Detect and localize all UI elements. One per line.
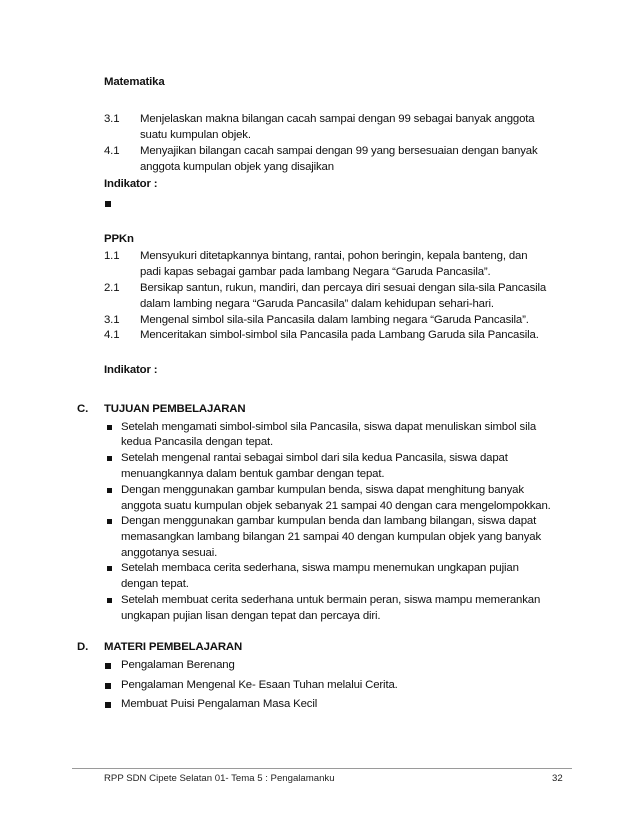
matematika-indikator-label: Indikator : <box>104 178 158 190</box>
ppkn-item-number: 2.1 <box>104 282 120 294</box>
square-bullet-icon <box>107 598 112 603</box>
list-item-line: anggota suatu kumpulan objek sebanyak 21 sampai 40 dengan cara mengelompokkan. <box>121 500 551 512</box>
ppkn-item-number: 1.1 <box>104 250 120 262</box>
footer-text: RPP SDN Cipete Selatan 01- Tema 5 : Pengalamanku <box>104 773 335 784</box>
square-bullet-icon <box>107 519 112 524</box>
ppkn-item-line: Mengenal simbol sila-sila Pancasila dalam lambing negara “Garuda Pancasila”. <box>140 314 529 326</box>
ppkn-item-line: Menceritakan simbol-simbol sila Pancasila pada Lambang Garuda sila Pancasila. <box>140 329 539 341</box>
square-bullet-icon <box>107 456 112 461</box>
section-d-letter: D. <box>77 641 89 653</box>
matematika-heading: Matematika <box>104 76 165 88</box>
list-item-line: Setelah membuat cerita sederhana untuk bermain peran, siswa mampu memerankan <box>121 594 541 606</box>
ppkn-heading: PPKn <box>104 233 134 245</box>
square-bullet-icon <box>107 425 112 430</box>
list-item-line: anggotanya sesuai. <box>121 547 218 559</box>
square-bullet-icon <box>105 663 111 669</box>
matematika-item-line: Menjelaskan makna bilangan cacah sampai dengan 99 sebagai banyak anggota <box>140 113 535 125</box>
list-item-line: Pengalaman Mengenal Ke- Esaan Tuhan melalui Cerita. <box>121 679 398 691</box>
list-item-line: Setelah mengenal rantai sebagai simbol dari sila kedua Pancasila, siswa dapat <box>121 452 508 464</box>
section-d-title: MATERI PEMBELAJARAN <box>104 641 243 653</box>
ppkn-item-line: dalam lambing negara “Garuda Pancasila” dalam kehidupan sehari-hari. <box>140 298 494 310</box>
matematika-item-line: anggota kumpulan objek yang disajikan <box>140 161 334 173</box>
section-c-title: TUJUAN PEMBELAJARAN <box>104 403 246 415</box>
page-number: 32 <box>552 773 563 784</box>
ppkn-item-number: 3.1 <box>104 314 120 326</box>
section-c-letter: C. <box>77 403 89 415</box>
square-bullet-icon <box>107 566 112 571</box>
square-bullet-icon <box>107 488 112 493</box>
list-item-line: dengan tepat. <box>121 578 189 590</box>
list-item-line: Setelah membaca cerita sederhana, siswa mampu menemukan ungkapan pujian <box>121 562 519 574</box>
ppkn-item-number: 4.1 <box>104 329 120 341</box>
list-item-line: ungkapan pujian lisan dengan tepat dan percaya diri. <box>121 610 381 622</box>
list-item-line: memasangkan lambang bilangan 21 sampai 40 dengan kumpulan objek yang banyak <box>121 531 541 543</box>
list-item-line: Pengalaman Berenang <box>121 659 235 671</box>
list-item-line: Setelah mengamati simbol-simbol sila Pancasila, siswa dapat menuliskan simbol sila <box>121 421 537 433</box>
list-item-line: menuangkannya dalam bentuk gambar dengan tepat. <box>121 468 385 480</box>
matematika-item-line: Menyajikan bilangan cacah sampai dengan 99 yang bersesuaian dengan banyak <box>140 145 538 157</box>
list-item-line: Membuat Puisi Pengalaman Masa Kecil <box>121 698 318 710</box>
matematika-item-number: 3.1 <box>104 113 120 125</box>
list-item-line: kedua Pancasila dengan tepat. <box>121 436 274 448</box>
list-item-line: Dengan menggunakan gambar kumpulan benda dan lambang bilangan, siswa dapat <box>121 515 537 527</box>
matematika-item-number: 4.1 <box>104 145 120 157</box>
footer-divider <box>72 768 572 769</box>
ppkn-indikator-label: Indikator : <box>104 364 158 376</box>
list-item-line: Dengan menggunakan gambar kumpulan benda, siswa dapat menghitung banyak <box>121 484 524 496</box>
square-bullet-icon <box>105 201 111 207</box>
ppkn-item-line: Bersikap santun, rukun, mandiri, dan percaya diri sesuai dengan sila-sila Pancasila <box>140 282 547 294</box>
matematika-item-line: suatu kumpulan objek. <box>140 129 251 141</box>
ppkn-item-line: Mensyukuri ditetapkannya bintang, rantai, pohon beringin, kepala banteng, dan <box>140 250 528 262</box>
square-bullet-icon <box>105 683 111 689</box>
square-bullet-icon <box>105 702 111 708</box>
ppkn-item-line: padi kapas sebagai gambar pada lambang Negara “Garuda Pancasila”. <box>140 266 491 278</box>
